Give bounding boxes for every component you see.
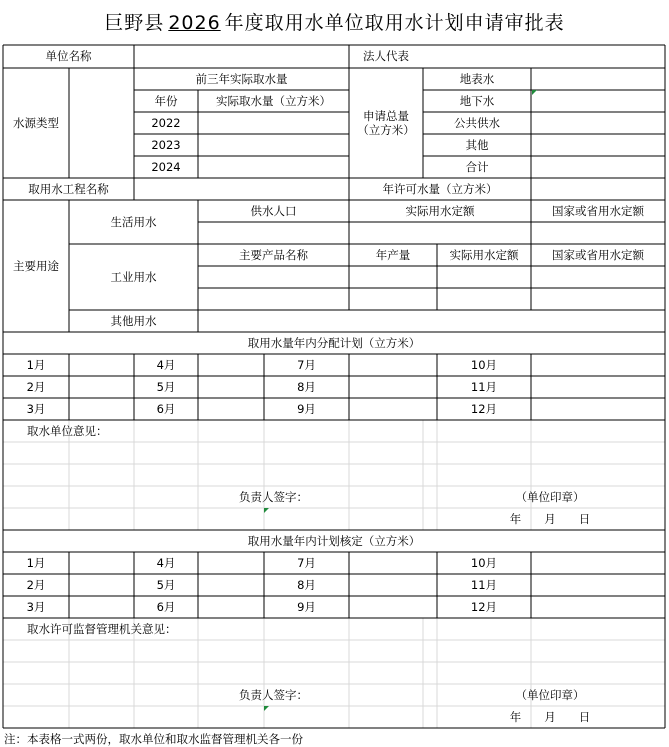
- month-label: 5月: [156, 379, 176, 394]
- month-label: 8月: [297, 379, 316, 394]
- cell-flag-icon: [264, 508, 269, 513]
- month-label: 11月: [470, 577, 498, 592]
- month-label: 9月: [297, 401, 316, 416]
- month-label: 1月: [26, 555, 46, 570]
- industrial-use-label: 工业用水: [110, 269, 157, 284]
- unit-sign-label: 负责人签字：: [239, 489, 308, 504]
- year-col-label: 年份: [154, 93, 178, 108]
- month-label: 12月: [470, 401, 498, 416]
- annual-permit-label: 年许可水量（立方米）: [382, 181, 498, 196]
- year-cell: 2022: [151, 115, 181, 130]
- footnote: 注：本表格一式两份，取水单位和取水监督管理机关各一份: [4, 732, 303, 746]
- source-category-label: 合计: [465, 159, 489, 174]
- title-suffix: 年度取用水单位取用水计划申请审批表: [224, 12, 565, 34]
- industrial-col-quota: 实际用水定额: [449, 247, 519, 262]
- source-category-label: 地表水: [459, 71, 495, 86]
- authority-seal-label: （单位印章）: [515, 687, 585, 702]
- month-label: 8月: [297, 577, 316, 592]
- month-label: 6月: [156, 401, 176, 416]
- year-cell: 2023: [151, 137, 181, 152]
- month-label: 9月: [297, 599, 316, 614]
- actual-withdrawal-label: 实际取水量（立方米）: [216, 93, 331, 108]
- unit-opinion-label: 取水单位意见：: [27, 423, 108, 438]
- title-county: 巨野县: [104, 12, 165, 34]
- source-category-label: 地下水: [459, 93, 495, 108]
- domestic-col-national-quota: 国家或省用水定额: [552, 203, 644, 218]
- project-name-label: 取用水工程名称: [28, 181, 109, 196]
- unit-name-label: 单位名称: [45, 49, 92, 64]
- month-label: 7月: [297, 555, 316, 570]
- month-label: 10月: [470, 555, 498, 570]
- legal-rep-label: 法人代表: [363, 49, 409, 64]
- industrial-col-product: 主要产品名称: [239, 247, 308, 262]
- month-label: 11月: [470, 379, 498, 394]
- unit-seal-label: （单位印章）: [515, 489, 585, 504]
- month-label: 6月: [156, 599, 176, 614]
- unit-date-label: 年 月 日: [509, 511, 591, 526]
- cell-flag-icon: [532, 90, 537, 95]
- prev-three-years-label: 前三年实际取水量: [195, 71, 288, 86]
- other-use-label: 其他用水: [110, 313, 157, 328]
- month-label: 12月: [470, 599, 498, 614]
- month-label: 2月: [26, 577, 46, 592]
- source-category-label: 其他: [465, 137, 489, 152]
- cell-flag-icon: [264, 706, 269, 711]
- authority-sign-label: 负责人签字：: [239, 687, 308, 702]
- industrial-col-output: 年产量: [375, 247, 411, 262]
- month-label: 10月: [470, 357, 498, 372]
- main-usage-label: 主要用途: [13, 258, 59, 273]
- month-label: 3月: [26, 401, 46, 416]
- month-label: 1月: [26, 357, 46, 372]
- title-year: 2026: [168, 12, 221, 34]
- source-category-label: 公共供水: [454, 115, 500, 130]
- industrial-col-national-quota: 国家或省用水定额: [552, 247, 644, 262]
- apply-total-label: 申请总量 （立方米）: [357, 108, 415, 137]
- month-label: 2月: [26, 379, 46, 394]
- water-source-label: 水源类型: [13, 115, 59, 130]
- allocation-plan-title: 取用水量年内分配计划（立方米）: [247, 335, 421, 350]
- month-label: 3月: [26, 599, 46, 614]
- year-cell: 2024: [151, 159, 181, 174]
- month-label: 7月: [297, 357, 316, 372]
- authority-opinion-label: 取水许可监督管理机关意见：: [27, 621, 177, 636]
- approval-plan-title: 取用水量年内计划核定（立方米）: [247, 533, 421, 548]
- domestic-use-label: 生活用水: [110, 214, 157, 229]
- domestic-col-population: 供水人口: [250, 203, 297, 218]
- month-label: 4月: [156, 555, 176, 570]
- month-label: 5月: [156, 577, 176, 592]
- month-label: 4月: [156, 357, 176, 372]
- authority-date-label: 年 月 日: [509, 709, 591, 724]
- domestic-col-quota: 实际用水定额: [405, 203, 475, 218]
